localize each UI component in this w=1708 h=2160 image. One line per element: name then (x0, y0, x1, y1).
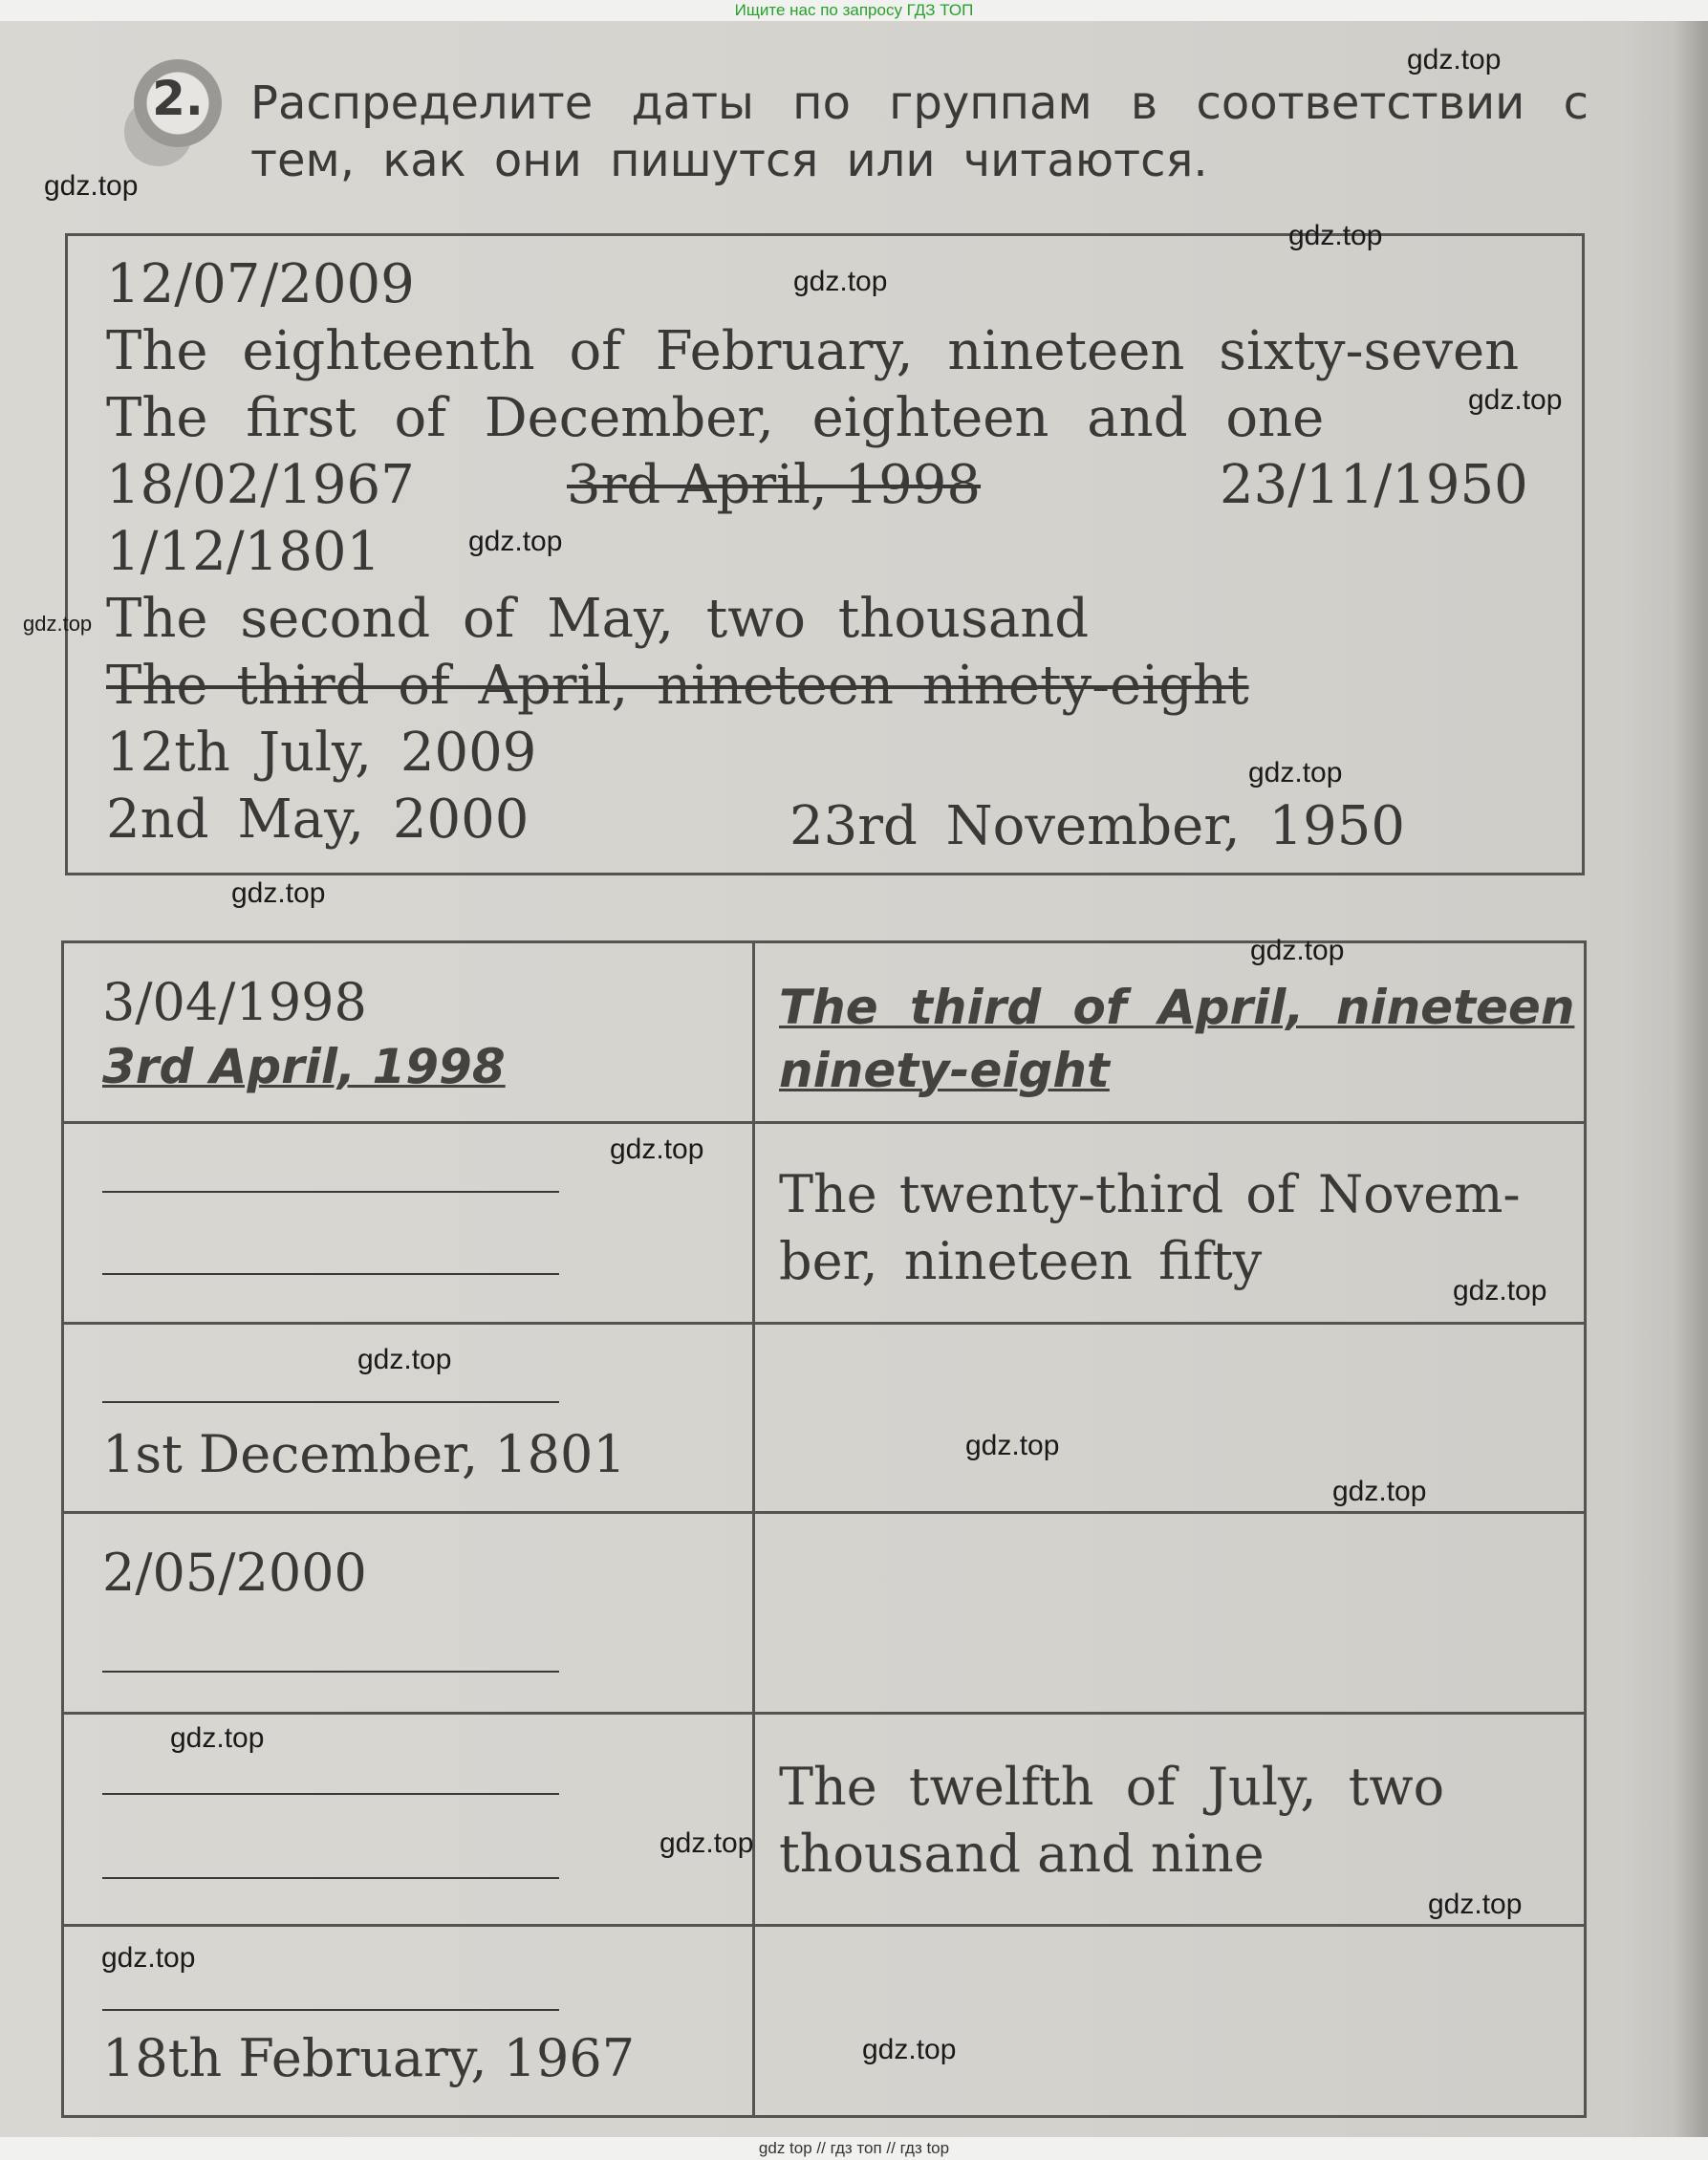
watermark: gdz.top (101, 1942, 196, 1974)
watermark: gdz.top (44, 170, 139, 202)
date-item: The first of December, eighteen and one (106, 387, 1325, 449)
date-item: 23/11/1950 (1220, 454, 1528, 516)
date-item: 12/07/2009 (106, 253, 415, 315)
watermark: gdz.top (793, 266, 888, 297)
answer-blank[interactable] (102, 1273, 559, 1275)
answer-blank[interactable] (102, 2009, 559, 2011)
bottom-banner[interactable]: gdz top // гдз топ // гдз top (0, 2137, 1708, 2160)
left-cell-text: 1st December, 1801 (102, 1424, 626, 1484)
date-item-crossed: 3rd April, 1998 (567, 454, 982, 516)
task-number: 2. (152, 71, 204, 126)
answer-blank[interactable] (102, 1793, 559, 1795)
left-cell-text: 18th February, 1967 (102, 2028, 636, 2088)
handwritten-answer: 3rd April, 1998 (102, 1039, 506, 1094)
right-cell-text: ber, nineteen fifty (779, 1231, 1263, 1291)
watermark: gdz.top (231, 877, 326, 909)
watermark: gdz.top (1407, 44, 1502, 76)
watermark: gdz.top (468, 526, 563, 557)
watermark: gdz.top (1453, 1275, 1547, 1307)
right-cell-text: The twelfth of July, two (779, 1757, 1445, 1817)
watermark: gdz.top (1468, 384, 1563, 416)
table-row (64, 1924, 1584, 2118)
handwritten-answer: The third of April, nineteen (779, 980, 1575, 1035)
watermark: gdz.top (357, 1344, 452, 1375)
watermark: gdz.top (170, 1722, 265, 1754)
date-item: 1/12/1801 (106, 521, 381, 583)
table-row (64, 1511, 1584, 1715)
answer-blank[interactable] (102, 1877, 559, 1879)
watermark: gdz.top (1332, 1476, 1427, 1507)
date-item: 18/02/1967 (106, 454, 415, 516)
watermark: gdz.top (1248, 757, 1343, 788)
right-cell-text: thousand and nine (779, 1824, 1265, 1884)
watermark: gdz.top (1428, 1889, 1523, 1920)
date-item: 2nd May, 2000 (106, 788, 530, 851)
table-row (64, 1712, 1584, 1927)
watermark: gdz.top (610, 1134, 704, 1165)
page-edge (1670, 0, 1708, 2160)
answer-blank[interactable] (102, 1191, 559, 1193)
date-item: The eighteenth of February, nineteen sixty-seven (106, 320, 1520, 382)
date-item: The second of May, two thousand (106, 588, 1090, 650)
date-item: 23rd November, 1950 (789, 795, 1405, 857)
task-instruction: Распределите даты по группам в соответствии с тем, как они пишутся или читаются. (250, 76, 1589, 187)
watermark: gdz.top (862, 2034, 957, 2065)
watermark: gdz.top (1250, 935, 1345, 966)
date-item: 12th July, 2009 (106, 722, 537, 784)
handwritten-answer: ninety-eight (779, 1043, 1110, 1098)
dates-box (65, 233, 1585, 875)
answer-blank[interactable] (102, 1401, 559, 1403)
table-row (64, 943, 1584, 1121)
right-cell-text: The twenty-third of Novem- (779, 1164, 1521, 1224)
table-row (64, 1121, 1584, 1325)
answer-blank[interactable] (102, 1671, 559, 1673)
top-banner[interactable]: Ищите нас по запросу ГДЗ ТОП (0, 0, 1708, 21)
watermark: gdz.top (1288, 220, 1383, 251)
left-cell-text: 3/04/1998 (102, 972, 367, 1032)
task-number-badge (134, 59, 222, 147)
groups-table (61, 940, 1587, 2118)
watermark: gdz.top (23, 612, 93, 636)
watermark: gdz.top (659, 1827, 754, 1859)
left-cell-text: 2/05/2000 (102, 1543, 367, 1603)
watermark: gdz.top (965, 1430, 1060, 1461)
date-item-crossed: The third of April, nineteen ninety-eight (106, 655, 1249, 717)
